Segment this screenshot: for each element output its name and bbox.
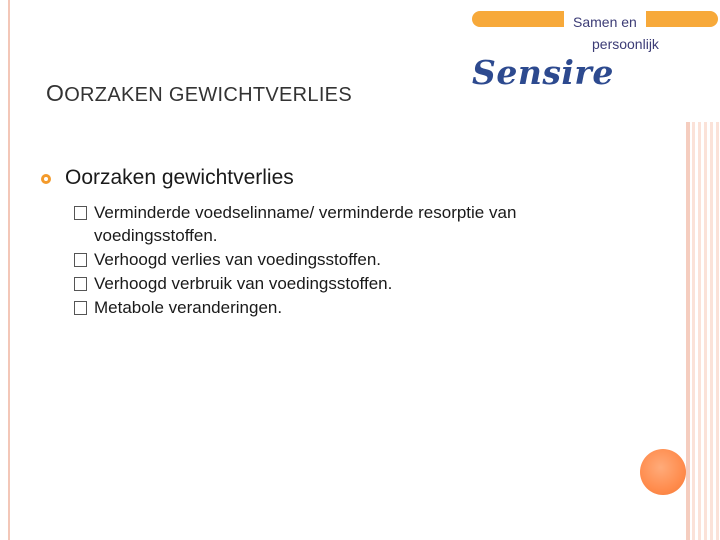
- list-item-text: Verhoogd verbruik van voedingsstoffen.: [94, 274, 393, 293]
- list-item: [74, 248, 640, 271]
- logo-bar-right: [646, 11, 718, 27]
- main-bullet: [40, 166, 640, 190]
- list-item-text: Verminderde voedselinname/ verminderde resorptie van voedingsstoffen.: [94, 203, 517, 245]
- list-item-text: Metabole veranderingen.: [94, 298, 283, 317]
- slide-title-initial: O: [46, 80, 65, 106]
- list-item: [74, 201, 640, 247]
- logo-tagline-line2: persoonlijk: [592, 36, 659, 52]
- checkbox-bullet-icon: [74, 206, 87, 220]
- decorative-orange-dot: [640, 449, 686, 495]
- slide-content: [40, 166, 640, 320]
- gear-bullet-icon: [40, 173, 52, 185]
- sensire-logo: [470, 8, 718, 98]
- left-decorative-rule: [8, 0, 10, 540]
- checkbox-bullet-icon: [74, 301, 87, 315]
- checkbox-bullet-icon: [74, 253, 87, 267]
- main-bullet-text: Oorzaken gewichtverlies: [65, 166, 294, 189]
- right-decorative-stripes: [686, 122, 720, 540]
- list-item-text: Verhoogd verlies van voedingsstoffen.: [94, 250, 381, 269]
- logo-brand-name: Sensire: [472, 53, 614, 92]
- sub-bullet-list: [40, 201, 640, 319]
- logo-tagline-line1: Samen en: [573, 14, 637, 30]
- slide-title: [46, 80, 352, 107]
- list-item: [74, 272, 640, 295]
- checkbox-bullet-icon: [74, 277, 87, 291]
- list-item: [74, 296, 640, 319]
- slide-title-rest: ORZAKEN GEWICHTVERLIES: [64, 84, 352, 106]
- logo-bar-left: [472, 11, 564, 27]
